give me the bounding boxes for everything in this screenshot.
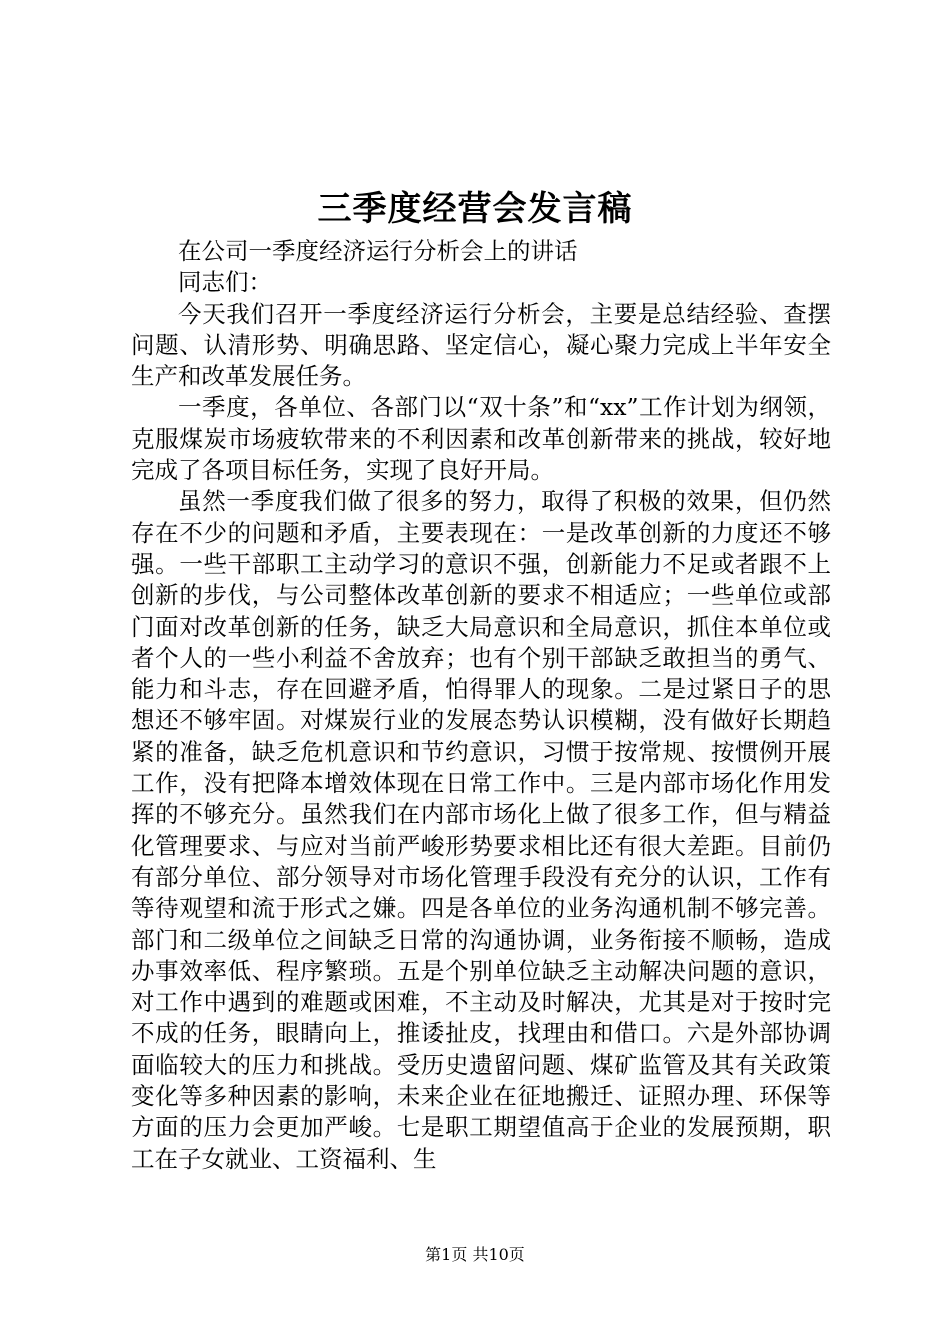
body-paragraph: 今天我们召开一季度经济运行分析会，主要是总结经验、查摆问题、认清形势、明确思路、坚定信心，凝心聚力完成上半年安全生产和改革发展任务。 xyxy=(131,299,831,391)
body-paragraph: 一季度，各单位、各部门以“双十条”和“xx”工作计划为纲领，克服煤炭市场疲软带来的不利因素和改革创新带来的挑战，较好地完成了各项目标任务，实现了良好开局。 xyxy=(131,393,831,485)
page-number-footer: 第1页 共10页 xyxy=(425,1245,525,1264)
body-paragraph: 虽然一季度我们做了很多的努力，取得了积极的效果，但仍然存在不少的问题和矛盾，主要表现在：一是改革创新的力度还不够强。一些干部职工主动学习的意识不强，创新能力不足或者跟不上创新的步伐，与公司整体改革创新的要求不相适应；一些单位或部门面对改革创新的任务，缺乏大局意识和全局意识，抓住本单位或者个人的一些小利益不舍放弃；也有个别干部缺乏敢担当的勇气、能力和斗志，存在回避矛盾，怕得罪人的现象。二是过紧日子的思想还不够牢固。对煤炭行业的发展态势认识模糊，没有做好长期趋紧的准备，缺乏危机意识和节约意识，习惯于按常规、按惯例开展工作，没有把降本增效体现在日常工作中。三是内部市场化作用发挥的不够充分。虽然我们在内部市场化上做了很多工作，但与精益化管理要求、与应对当前严峻形势要求相比还有很大差距。目前仍有部分单位、部分领导对市场化管理手段没有充分的认识，工作有等待观望和流于形式之嫌。四是各单位的业务沟通机制不够完善。部门和二级单位之间缺乏日常的沟通协调，业务衔接不顺畅，造成办事效率低、程序繁琐。五是个别单位缺乏主动解决问题的意识，对工作中遇到的难题或困难，不主动及时解决，尤其是对于按时完不成的任务，眼睛向上，推诿扯皮，找理由和借口。六是外部协调面临较大的压力和挑战。受历史遗留问题、煤矿监管及其有关政策变化等多种因素的影响，未来企业在征地搬迁、证照办理、环保等方面的压力会更加严峻。七是职工期望值高于企业的发展预期，职工在子女就业、工资福利、生 xyxy=(131,487,831,1173)
speech-heading-paragraph: 在公司一季度经济运行分析会上的讲话 xyxy=(178,237,578,265)
salutation-paragraph: 同志们： xyxy=(178,268,272,297)
document-body xyxy=(131,236,831,1175)
document-title: 三季度经营会发言稿 xyxy=(317,189,633,229)
